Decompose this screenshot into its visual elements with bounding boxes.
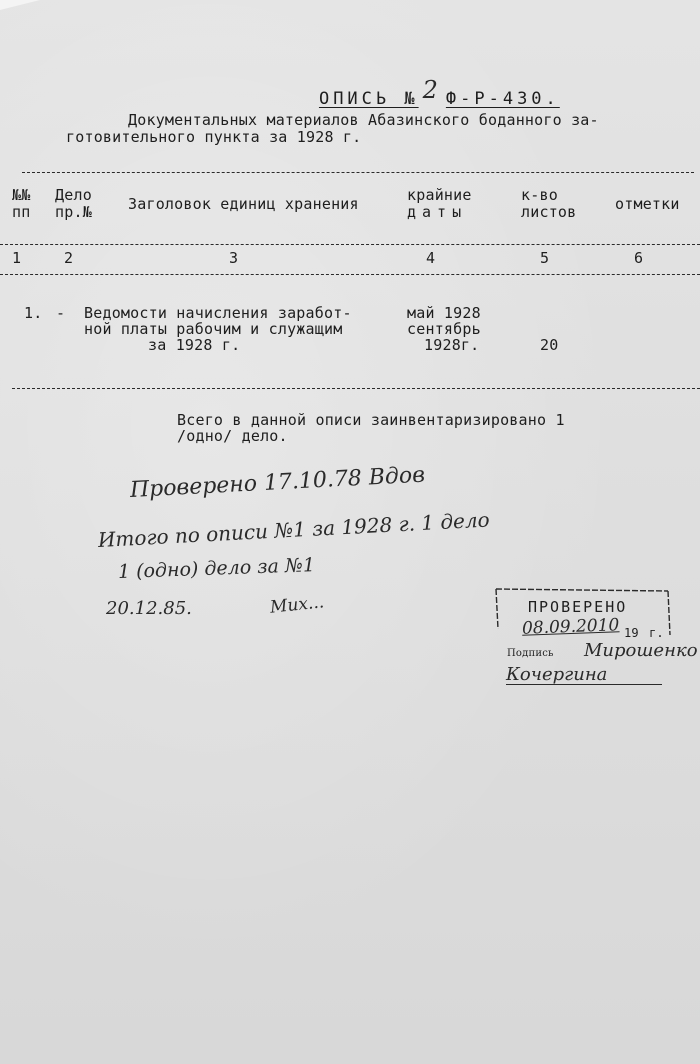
- folded-corner: [0, 0, 40, 10]
- column-number: 6: [634, 249, 644, 267]
- column-numbers-rule: [0, 274, 700, 275]
- title-suffix: Ф-Р-430.: [445, 89, 560, 109]
- title-number: 2: [422, 76, 442, 104]
- column-number: 3: [229, 249, 239, 267]
- row-date-line: май 1928: [407, 304, 481, 322]
- column-number: 4: [426, 249, 436, 267]
- table-top-rule: [22, 172, 694, 173]
- table-bottom-rule: [12, 388, 700, 389]
- subtitle-line-2: готовительного пункта за 1928 г.: [66, 128, 362, 146]
- col-header-case-2: пр.№: [55, 203, 92, 221]
- row-case-number: -: [56, 304, 66, 322]
- col-header-num-1: №№: [12, 186, 31, 204]
- col-header-sheets-1: к-во: [521, 186, 558, 204]
- row-date-line: 1928г.: [424, 336, 480, 354]
- handwritten-date: 20.12.85.: [106, 598, 192, 619]
- stamp-signature-label: Подпись: [507, 648, 554, 659]
- handwritten-signature: Мих...: [269, 592, 326, 618]
- row-sheet-count: 20: [540, 336, 559, 354]
- column-number: 5: [540, 249, 550, 267]
- column-number: 1: [12, 249, 22, 267]
- verification-stamp: [492, 583, 674, 643]
- row-title-line: Ведомости начисления заработ-: [84, 304, 352, 322]
- col-header-title: Заголовок единиц хранения: [128, 195, 359, 213]
- summary-line-2: /одно/ дело.: [177, 427, 288, 445]
- col-header-dates-2: даты: [407, 203, 468, 221]
- summary-line-1: Всего в данной описи заинвентаризировано 1: [177, 411, 565, 429]
- col-header-notes: отметки: [615, 195, 680, 213]
- stamp-title: ПРОВЕРЕНО: [528, 598, 628, 616]
- stamp-date: 08.09.2010: [521, 615, 620, 639]
- header-bottom-rule: [0, 244, 700, 245]
- stamp-g-suffix: г.: [649, 626, 664, 640]
- row-title-line: за 1928 г.: [148, 336, 241, 354]
- row-date-line: сентябрь: [407, 320, 481, 338]
- handwritten-checked-note: Проверено 17.10.78 Вдов: [129, 462, 426, 503]
- signature-underline: [506, 684, 662, 685]
- handwritten-total-line-2: 1 (одно) дело за №1: [117, 554, 316, 583]
- checker-name: Мирошенко: [584, 640, 698, 661]
- row-title-line: ной платы рабочим и служащим: [84, 320, 343, 338]
- column-number: 2: [64, 249, 74, 267]
- title-prefix: ОПИСЬ №: [318, 89, 419, 109]
- col-header-dates-1: крайние: [407, 186, 472, 204]
- handwritten-total-line-1: Итого по описи №1 за 1928 г. 1 дело: [97, 507, 491, 552]
- col-header-num-2: пп: [12, 203, 31, 221]
- col-header-case-1: Дело: [55, 186, 92, 204]
- stamp-year-suffix: 19: [624, 626, 639, 640]
- subtitle-line-1: Документальных материалов Абазинского боданного за-: [128, 111, 599, 129]
- row-number: 1.: [24, 304, 43, 322]
- checker-surname: Кочергина: [506, 664, 608, 685]
- col-header-sheets-2: листов: [521, 203, 577, 221]
